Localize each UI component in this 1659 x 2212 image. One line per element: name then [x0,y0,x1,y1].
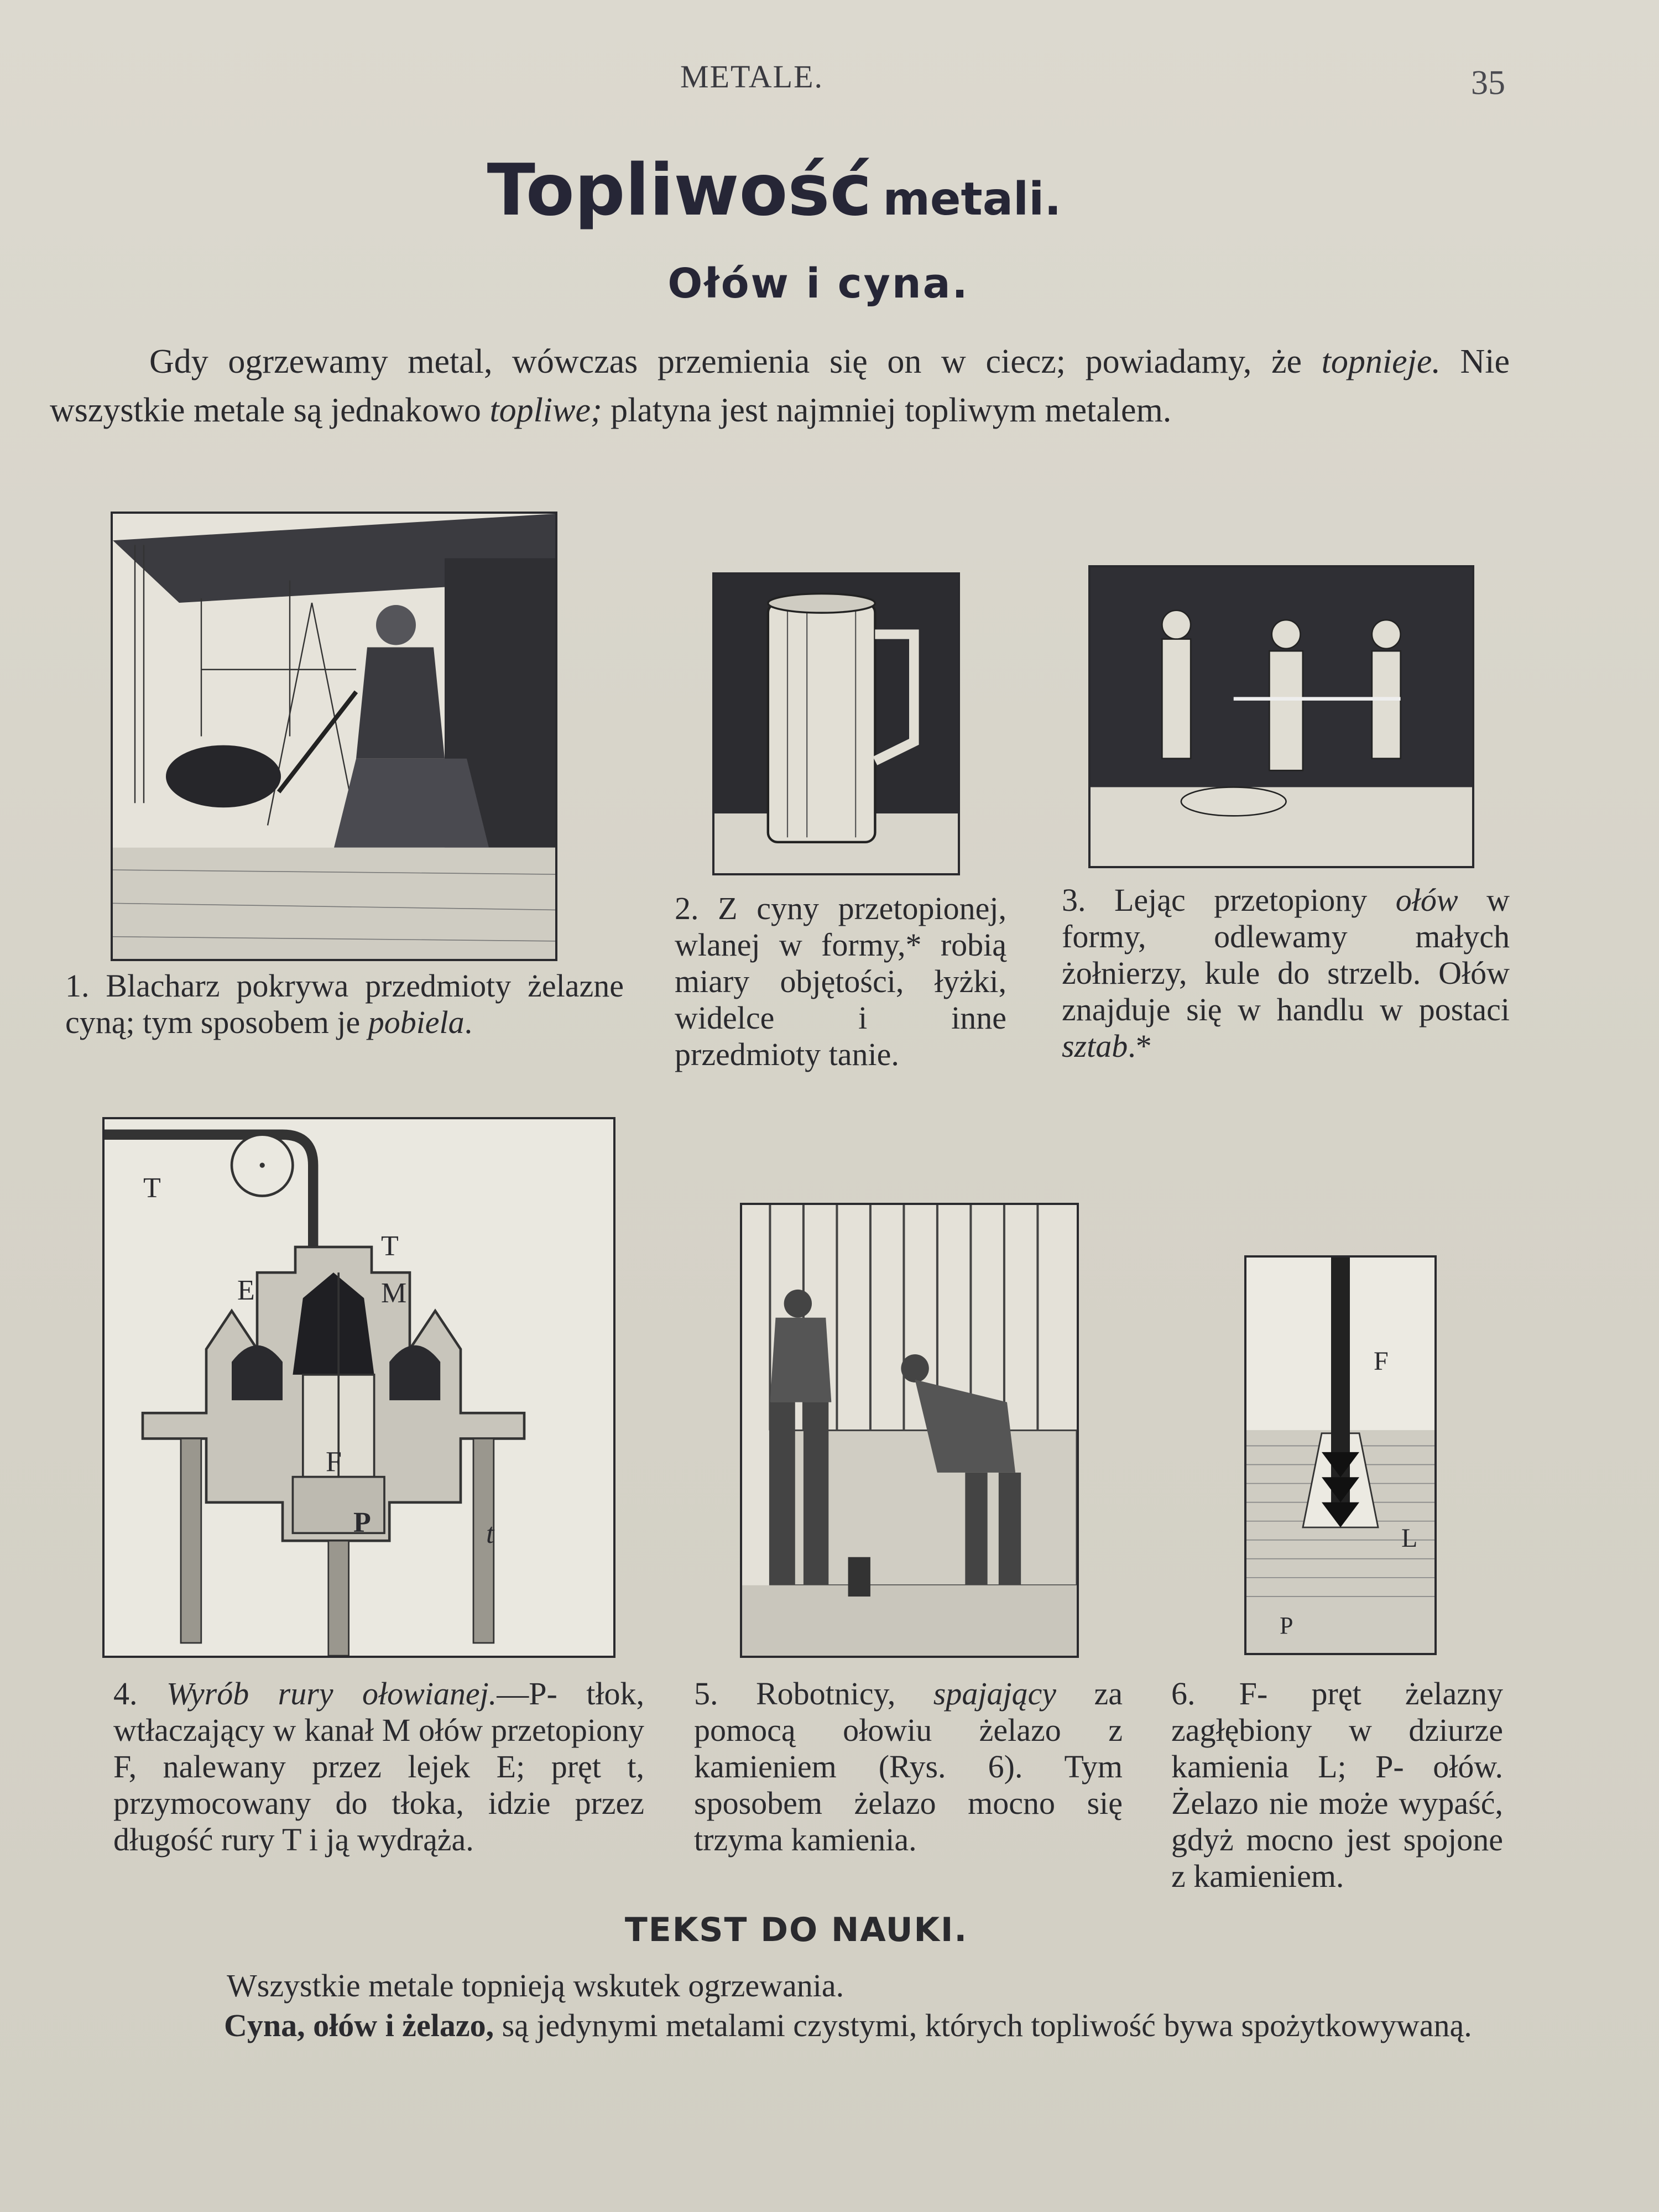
figure-1-caption-text: 1. Blacharz pokrywa przedmioty żelazne cyną; tym sposobem je [65,968,624,1040]
lesson-heading: TEKST DO NAUKI. [624,1911,968,1949]
figure-1-caption [65,968,624,1041]
page-subtitle: Ołów i cyna. [667,260,969,307]
figure-4-label-M: M [381,1277,407,1309]
figure-3-caption-end: .* [1128,1028,1152,1064]
figure-5-caption-italic: spajający [933,1676,1057,1712]
figure-4-lead-pipe-press-diagram [102,1117,615,1658]
figure-1-caption-italic: pobiela [368,1004,465,1040]
intro-text-1: Gdy ogrzewamy metal, wówczas przemienia się on w ciecz; powiadamy, że [149,343,1302,380]
intro-italic-1: topnieje. [1321,343,1441,380]
lesson-line-1-text: Wszystkie metale topnieją wskutek ogrzewania. [227,1968,844,2004]
intro-text-3: platyna jest najmniej topliwym metalem. [602,392,1172,429]
intro-paragraph [50,337,1510,435]
lesson-line-2 [119,2006,1493,2046]
figure-6-label-P: P [1280,1612,1293,1639]
lesson-text [122,1966,1493,2046]
figure-6-caption-text: 6. F- pręt żelazny zagłębiony w dziurze kamienia L; P- ołów. Żelazo nie może wypaść, gdyż mocno jest spojone z kamieniem. [1171,1676,1503,1894]
figure-1-caption-end: . [464,1004,473,1040]
intro-italic-2: topliwe; [489,392,602,429]
figure-4-label-P: P [353,1507,371,1538]
figure-5-caption-end: za pomocą ołowiu żelazo z kamieniem (Rys. 6). Tym sposobem żelazo mocno się trzyma kamienia. [694,1676,1123,1858]
figure-4-label-F: F [326,1446,342,1478]
figure-6-label-F: F [1374,1347,1389,1376]
figure-2-caption [675,890,1006,1073]
figure-2-tin-measure-illustration [712,572,960,875]
page-number: 35 [1471,64,1505,102]
figure-5-caption [694,1676,1123,1858]
lesson-line-1 [122,1966,1493,2006]
figure-4-caption-number: 4. [113,1676,166,1712]
figure-4-caption [113,1676,644,1858]
lesson-line-2-bold: Cyna, ołów i żelazo, [224,2007,494,2043]
figure-2-caption-text: 2. Z cyny przetopionej, wlanej w formy,* robią miary objętości, łyżki, widelce i inne przedmioty tanie. [675,890,1006,1072]
figure-3-caption-italic: ołów [1395,882,1458,918]
figure-6-label-L: L [1401,1524,1418,1553]
title-main: Topliwość [487,149,872,232]
figure-4-caption-italic: Wyrób rury ołowianej. [166,1676,497,1712]
figure-3-lead-soldiers-illustration [1088,565,1474,868]
figure-3-caption [1062,882,1510,1065]
figure-3-caption-italic-2: sztab [1062,1028,1128,1064]
figure-1-tinsmith-illustration [111,512,557,961]
figure-6-rod-in-stone-diagram [1244,1255,1437,1655]
figure-5-caption-text: 5. Robotnicy, [694,1676,933,1712]
title-secondary: metali. [883,173,1062,226]
figure-4-label-t: t [486,1518,494,1550]
figure-4-label-E: E [237,1275,255,1306]
lesson-line-2-text: są jedynymi metalami czystymi, których topliwość bywa spożytkowywaną. [494,2007,1472,2043]
figure-6-caption [1171,1676,1503,1895]
page-title [0,149,1548,232]
figure-4-label-T-left: T [143,1172,161,1204]
figure-3-caption-mid: w formy, odlewamy małych żołnierzy, kule do strzelb. Ołów znajduje się w handlu w postaci [1062,882,1510,1027]
figure-5-workers-illustration [740,1203,1079,1658]
figure-3-caption-text: 3. Lejąc przetopiony [1062,882,1396,918]
figure-4-caption-text: —P- tłok, wtłaczający w kanał M ołów przetopiony F, nalewany przez lejek E; pręt t, przymocowany do tłoka, idzie przez długość rury T i ją wydrąża. [113,1676,644,1858]
intro-text-2: Nie wszystkie metale są jednakowo [50,343,1510,429]
running-head: METALE. [680,59,824,95]
figure-4-label-T-right: T [381,1230,399,1262]
